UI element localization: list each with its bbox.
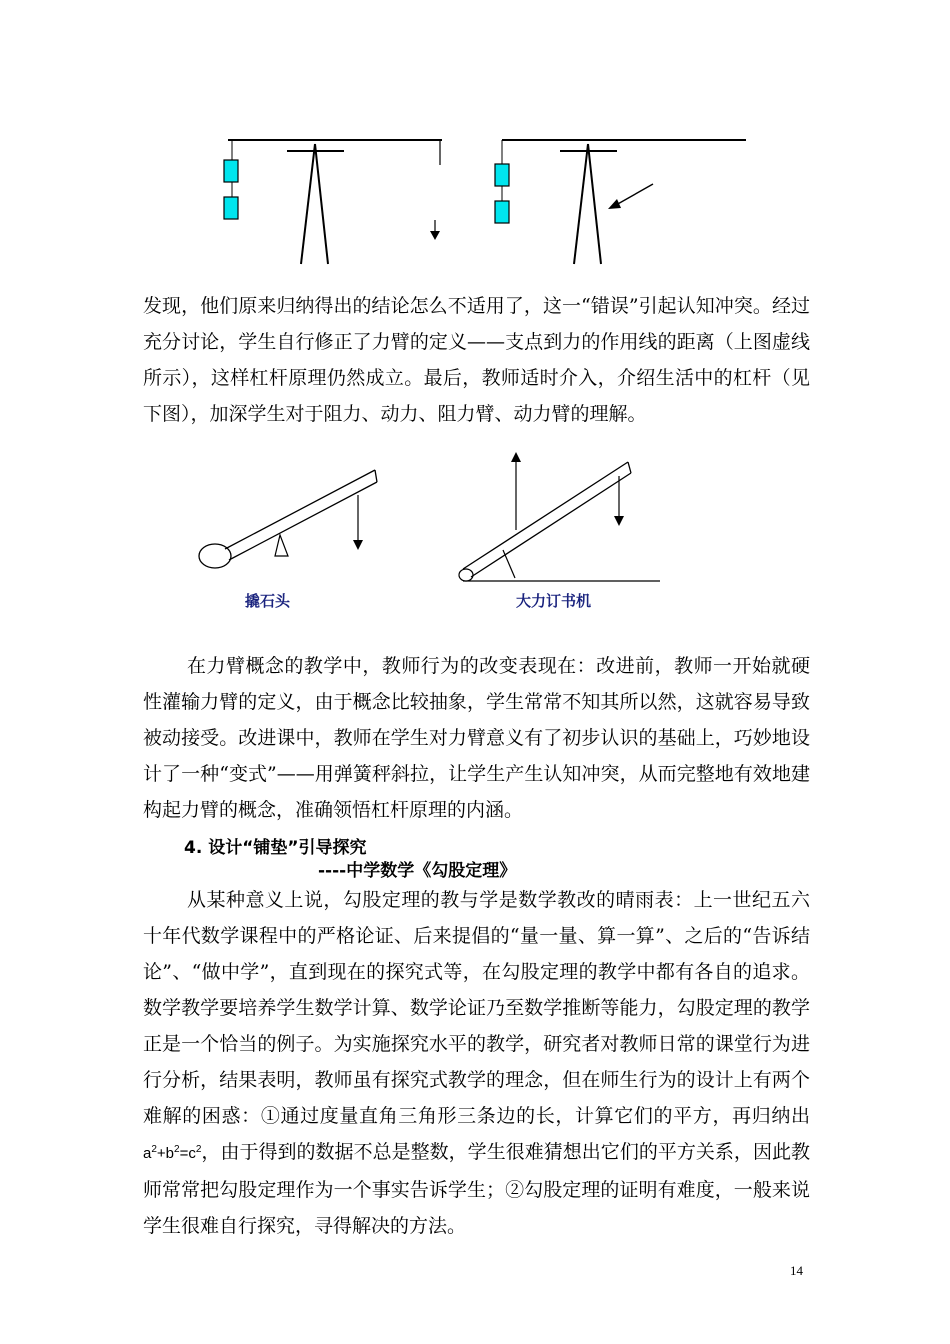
crowbar-diagram [195, 460, 385, 580]
paragraph [143, 882, 810, 1244]
paragraph-text: ，由于得到的数据不总是整数，学生很难猜想出它们的平方关系，因此教师常常把勾股定理作为一个事实告诉学生；②勾股定理的证明有难度，一般来说学生很难自行探究，寻得解决的方法。 [143, 1141, 810, 1237]
section-subtitle: ----中学数学《勾股定理》 [318, 861, 517, 881]
weight-block [495, 201, 509, 223]
paragraph-text: 从某种意义上说，勾股定理的教与学是数学教改的晴雨表：上一世纪五六十年代数学课程中的严格论证、后来提倡的“量一量、算一算”、之后的“告诉结论”、“做中学”，直到现在的探究式等，在勾股定理的教学中都有各自的追求。数学教学要培养学生数学计算、数学论证乃至数学推断等能力，勾股定理的教学正是一个恰当的例子。为实施探究水平的教学，研究者对教师日常的课堂行为进行分析，结果表明，教师虽有探究式教学的理念，但在师生行为的设计上有两个难解的困惑：①通过度量直角三角形三条边的长，计算它们的平方，再归纳出 [143, 889, 810, 1127]
stone [199, 544, 231, 568]
stapler-diagram [455, 450, 665, 585]
weight-block [224, 160, 238, 182]
pythagorean-formula: $a^2+b^2=c^2$ [143, 1144, 202, 1162]
fulcrum [275, 535, 288, 556]
paragraph: 发现，他们原来归纳得出的结论怎么不适用了，这一“错误”引起认知冲突。经过充分讨论，学生自行修正了力臂的定义——支点到力的作用线的距离（上图虚线所示），这样杠杆原理仍然成立。最后，教师适时介入，介绍生活中的杠杆（见下图），加深学生对于阻力、动力、阻力臂、动力臂的理解。 [143, 295, 810, 425]
weight-block [224, 197, 238, 219]
weight-block [495, 164, 509, 186]
page-number: 14 [790, 1263, 803, 1278]
paragraph: 在力臂概念的教学中，教师行为的改变表现在：改进前，教师一开始就硬性灌输力臂的定义，由于概念比较抽象，学生常常不知其所以然，这就容易导致被动接受。改进课中，教师在学生对力臂意义有了初步认识的基础上，巧妙地设计了一种“变式”——用弹簧秤斜拉，让学生产生认知冲突，从而完整地有效地建构起力臂的概念，准确领悟杠杆原理的内涵。 [143, 655, 810, 821]
lever-diagram-oblique [490, 130, 755, 270]
hinge [459, 569, 473, 581]
lever-diagram-vertical [215, 130, 455, 270]
section-title: 4. 设计“铺垫”引导探究 [184, 838, 367, 858]
figure-caption: 大力订书机 [516, 592, 592, 610]
figure-caption: 撬石头 [245, 592, 291, 610]
oblique-force-arrow [616, 184, 653, 205]
